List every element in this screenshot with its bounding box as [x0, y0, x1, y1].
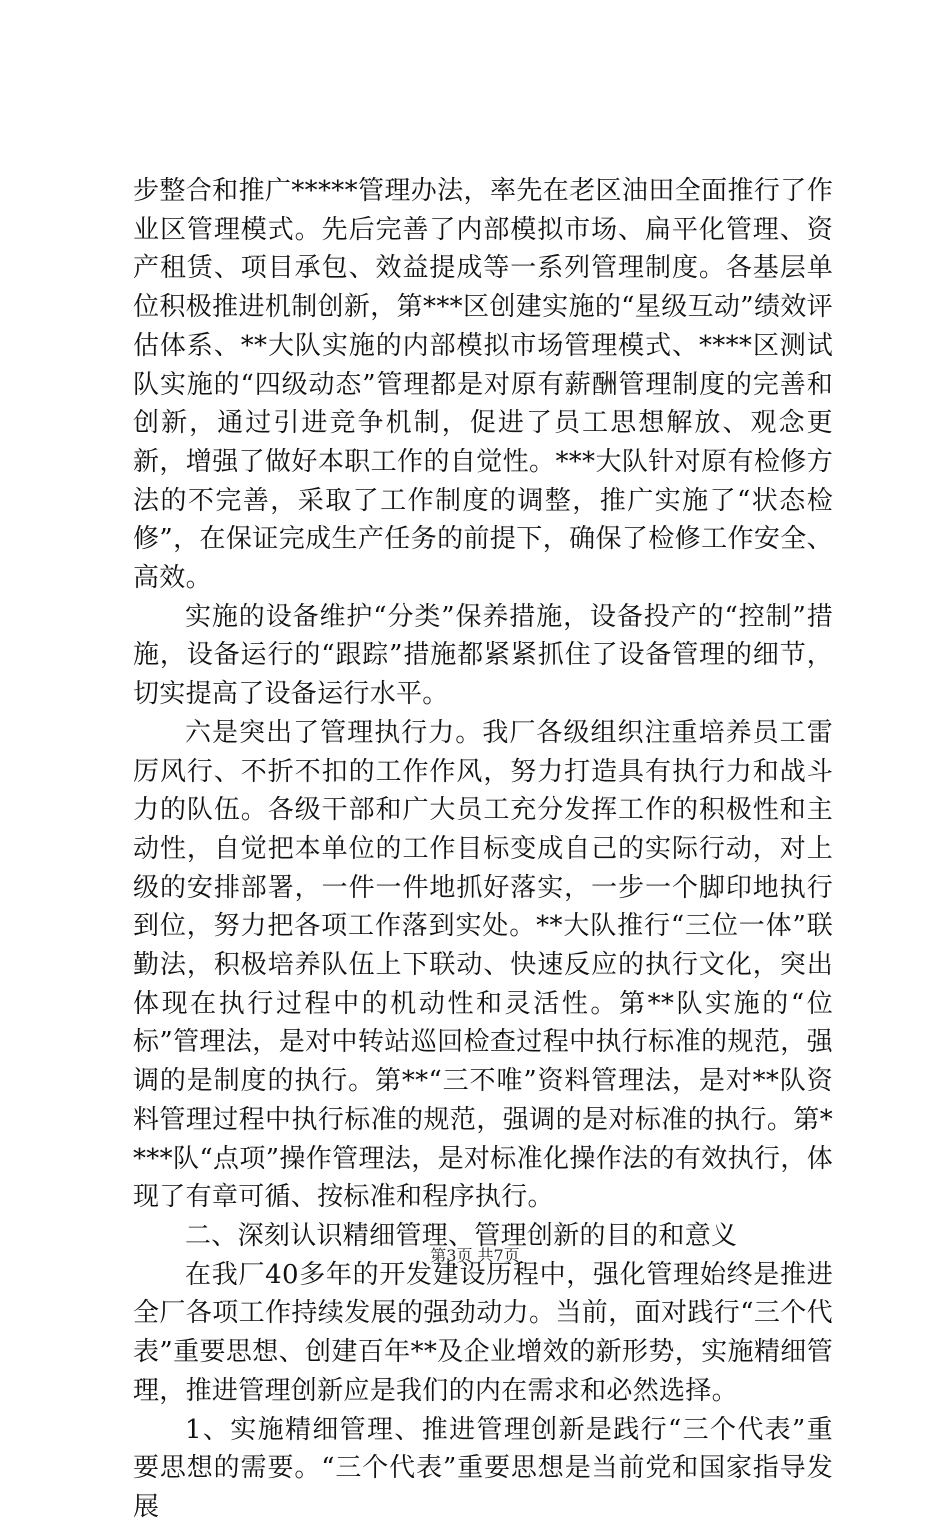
- paragraph-5: 1、实施精细管理、推进管理创新是践行“三个代表”重要思想的需要。“三个代表”重要思想是当前党和国家指导发展: [133, 1414, 833, 1522]
- paragraph-2: 实施的设备维护“分类”保养措施，设备投产的“控制”措施，设备运行的“跟踪”措施都紧紧抓住了设备管理的细节，切实提高了设备运行水平。: [133, 601, 833, 710]
- page-footer: 第3页 共7页: [430, 1246, 520, 1265]
- paragraph-4: 在我厂40多年的开发建设历程中，强化管理始终是推进全厂各项工作持续发展的强劲动力。当前，面对践行“三个代表”重要思想、创建百年**及企业增效的新形势，实施精细管理，推进管理创新应是我们的内在需求和必然选择。: [133, 1259, 833, 1406]
- section-heading: 二、深刻认识精细管理、管理创新的目的和意义: [185, 1220, 738, 1251]
- document-body: [133, 172, 833, 1527]
- paragraph-1: 步整合和推广*****管理办法，率先在老区油田全面推行了作业区管理模式。先后完善了内部模拟市场、扁平化管理、资产租赁、项目承包、效益提成等一系列管理制度。各基层单位积极推进机制创新，第***区创建实施的“星级互动”绩效评估体系、**大队实施的内部模拟市场管理模式、****区测试队实施的“四级动态”管理都是对原有薪酬管理制度的完善和创新，通过引进竞争机制，促进了员工思想解放、观念更新，增强了做好本职工作的自觉性。***大队针对原有检修方法的不完善，采取了工作制度的调整，推广实施了“状态检修”，在保证完成生产任务的前提下，确保了检修工作安全、高效。: [133, 176, 833, 594]
- paragraph-3: 六是突出了管理执行力。我厂各级组织注重培养员工雷厉风行、不折不扣的工作作风，努力打造具有执行力和战斗力的队伍。各级干部和广大员工充分发挥工作的积极性和主动性，自觉把本单位的工作目标变成自己的实际行动，对上级的安排部署，一件一件地抓好落实，一步一个脚印地执行到位，努力把各项工作落到实处。**大队推行“三位一体”联勤法，积极培养队伍上下联动、快速反应的执行文化，突出体现在执行过程中的机动性和灵活性。第**队实施的“位标”管理法，是对中转站巡回检查过程中执行标准的规范，强调的是制度的执行。第**“三不唯”资料管理法，是对**队资料管理过程中执行标准的规范，强调的是对标准的执行。第****队“点项”操作管理法，是对标准化操作法的有效执行，体现了有章可循、按标准和程序执行。: [133, 717, 833, 1213]
